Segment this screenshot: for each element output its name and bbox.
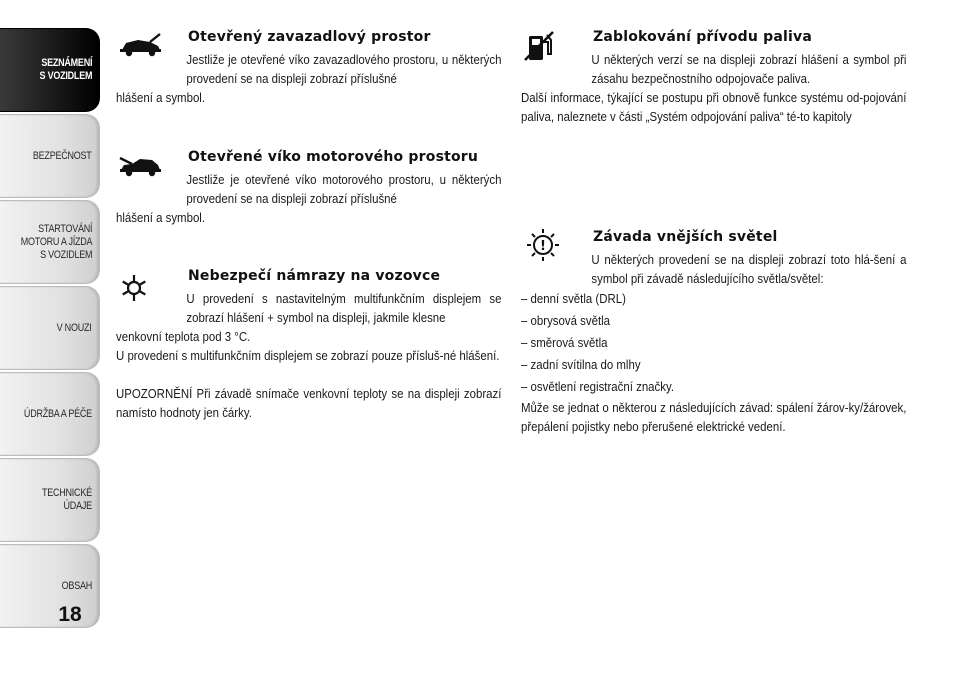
section-rest: hlášení a symbol. [116, 210, 206, 225]
tab-label: TECHNICKÉ ÚDAJE [42, 487, 92, 512]
section-body [116, 289, 501, 422]
light-list [521, 288, 906, 398]
list-item: – obrysová světla [521, 313, 611, 328]
section-body [521, 50, 906, 126]
section-icy-road [116, 267, 502, 422]
list-item: – směrová světla [521, 335, 608, 350]
section-open-boot [116, 28, 502, 107]
section-lead: U některých provedení se na displeji zobrazí toto hlá-šení a symbol při závadě následujícího světla/světel: [591, 252, 907, 286]
section-paragraph: U provedení s multifunkčním displejem se zobrazí pouze přísluš-né hlášení. [116, 348, 500, 363]
section-lead: Jestliže je otevřené víko motorového prostoru, u některých provedení se na displeji zobrazí příslušné [186, 172, 502, 206]
section-title: Nebezpečí námrazy na vozovce [188, 268, 441, 284]
section-open-bonnet [116, 148, 502, 227]
section-fuel-cutoff [521, 28, 907, 126]
page-number: 18 [58, 603, 82, 626]
tab-seznameni-s-vozidlem[interactable] [0, 28, 100, 112]
tab-label: SEZNÁMENÍ S VOZIDLEM [39, 57, 92, 82]
section-rest: venkovní teplota pod 3 °C. [116, 329, 251, 344]
section-title: Závada vnějších světel [593, 229, 778, 245]
section-body [116, 170, 501, 227]
section-lead: Jestliže je otevřené víko zavazadlového prostoru, u některých provedení se na displeji zobrazí příslušné [186, 52, 502, 86]
section-lead: U některých verzí se na displeji zobrazí hlášení a symbol při zásahu bezpečnostního odpojovače paliva. [591, 52, 907, 86]
list-item: – zadní svítilna do mlhy [521, 357, 641, 372]
section-lead: U provedení s nastavitelným multifunkčním displejem se zobrazí hlášení + symbol na displeji, jakmile klesne [186, 291, 502, 325]
section-title: Otevřené víko motorového prostoru [188, 149, 479, 165]
tab-label: OBSAH [61, 579, 92, 592]
tab-technicke-udaje[interactable] [0, 458, 100, 542]
warning-paragraph: UPOZORNĚNÍ Při závadě snímače venkovní teploty se na displeji zobrazí namísto hodnoty jen čárky. [116, 386, 502, 420]
list-item: – denní světla (DRL) [521, 291, 626, 306]
tab-label: V NOUZI [57, 321, 92, 334]
section-title: Zablokování přívodu paliva [593, 29, 812, 45]
section-title: Otevřený zavazadlový prostor [188, 29, 431, 45]
tab-bezpecnost[interactable] [0, 114, 100, 198]
tab-v-nouzi[interactable] [0, 286, 100, 370]
tab-label: ÚDRŽBA A PÉČE [24, 407, 92, 420]
tab-udrzba-a-pece[interactable] [0, 372, 100, 456]
section-rest: hlášení a symbol. [116, 90, 206, 105]
section-outro: Může se jednat o některou z následujících závad: spálení žárov-ky/žárovek, přepálení pojistky nebo přerušené elektrické vedení. [521, 400, 907, 434]
tab-label: BEZPEČNOST [33, 149, 92, 162]
section-rest: Další informace, týkající se postupu při obnově funkce systému od-pojování paliva, naleznete v části „Systém odpojování paliva“ té-to kapitoly [521, 90, 907, 124]
section-body [521, 250, 906, 436]
list-item: – osvětlení registrační značky. [521, 379, 675, 394]
tab-label: STARTOVÁNÍ MOTORU A JÍZDA S VOZIDLEM [20, 222, 92, 261]
section-body [116, 50, 501, 107]
tab-startovani-motoru[interactable] [0, 200, 100, 284]
svg-text:!: ! [540, 239, 546, 254]
section-exterior-lights [521, 228, 907, 436]
